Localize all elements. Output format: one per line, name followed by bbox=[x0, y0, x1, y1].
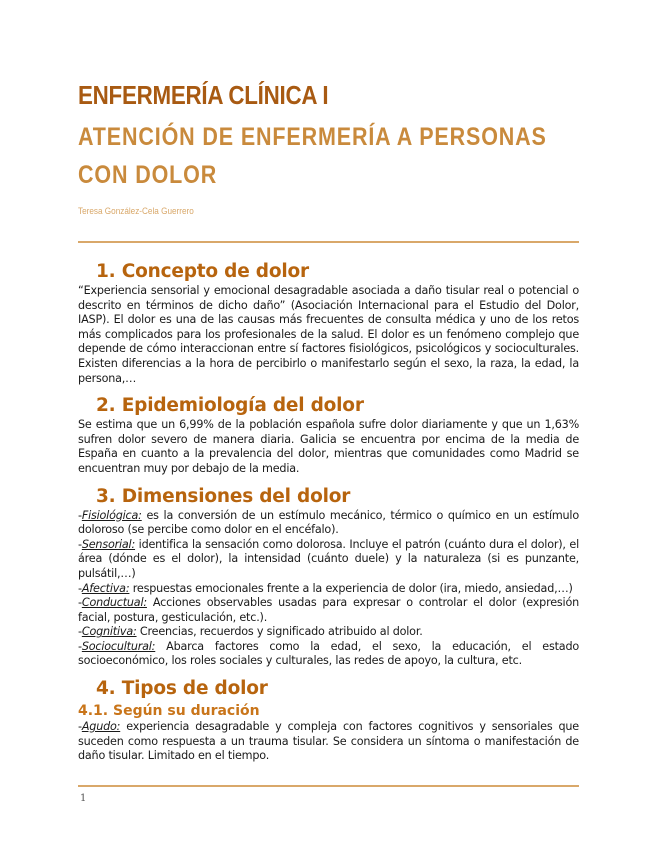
document-subtitle: ATENCIÓN DE ENFERMERÍA A PERSONAS CON DOLOR bbox=[78, 123, 547, 189]
list-item-text: Acciones observables usadas para expresar o controlar el dolor (expresión facial, postura, gesticulación, etc.). bbox=[78, 596, 579, 624]
section-text-epidemiologia: Se estima que un 6,99% de la población española sufre dolor diariamente y que un 1,63% sufren dolor severo de manera diaria. Galicia se encuentra por encima de la media de España en cuanto a la prevalencia del dolor, mientras que comunidades como Madrid se encuentran muy por debajo de la media. bbox=[78, 418, 579, 475]
list-item-text: es la conversión de un estímulo mecánico, térmico o químico en un estímulo doloroso (se percibe como dolor en el encéfalo). bbox=[78, 508, 579, 537]
section-text-concepto: “Experiencia sensorial y emocional desagradable asociada a daño tisular real o potencial o descrito en términos de dicho daño” (Asociación Internacional para el Estudio del Dolor, IASP). El dolor es una de las causas más frecuentes de consulta médica y uno de los retos más complicados para los profesionales de la salud. El dolor es un fenómeno complejo que depende de cómo interaccionan entre sí factores fisiológicos, psicológicos y socioculturales. Existen diferencias a la hora de percibirlo o manifestarlo según el sexo, la raza, la edad, la persona,… bbox=[78, 284, 579, 385]
list-item-term: Sociocultural: bbox=[81, 639, 156, 653]
footer-divider bbox=[78, 785, 579, 787]
list-item: -Afectiva: respuestas emocionales frente a la experiencia de dolor (ira, miedo, ansiedad,…) bbox=[78, 581, 573, 595]
list-item-term: Sensorial: bbox=[81, 537, 136, 551]
section-heading-dimensiones: 3. Dimensiones del dolor bbox=[96, 485, 351, 507]
page-number: 1 bbox=[80, 793, 87, 804]
header-divider bbox=[78, 241, 579, 243]
list-item-text: Creencias, recuerdos y significado atribuido al dolor. bbox=[136, 625, 423, 639]
list-item-text: respuestas emocionales frente a la experiencia de dolor (ira, miedo, ansiedad,…) bbox=[129, 581, 573, 595]
document-title: ENFERMERÍA CLÍNICA I bbox=[78, 80, 329, 110]
list-item: -Cognitiva: Creencias, recuerdos y significado atribuido al dolor. bbox=[78, 625, 423, 639]
subsection-heading-duracion: 4.1. Según su duración bbox=[78, 703, 260, 720]
list-item-term: Conductual: bbox=[81, 596, 147, 610]
list-item: -Fisiológica: es la conversión de un estímulo mecánico, térmico o químico en un estímulo doloroso (se percibe como dolor en el encéfalo). bbox=[78, 508, 579, 537]
list-item: -Sensorial: identifica la sensación como dolorosa. Incluye el patrón (cuánto dura el dolor), el área (dónde es el dolor), la intensidad (cuánto duele) y la naturaleza (si es punzante, pulsátil,…) bbox=[78, 537, 579, 580]
section-heading-concepto: 1. Concepto de dolor bbox=[96, 261, 309, 282]
dimensiones-list bbox=[78, 509, 579, 670]
list-item-text: Abarca factores como la edad, el sexo, la educación, el estado socioeconómico, los roles sociales y culturales, las redes de apoyo, la cultura, etc. bbox=[78, 639, 579, 668]
section-heading-tipos: 4. Tipos de dolor bbox=[96, 678, 268, 700]
list-item-term: Fisiológica: bbox=[81, 508, 142, 522]
section-heading-epidemiologia: 2. Epidemiología del dolor bbox=[96, 395, 364, 417]
list-item: -Sociocultural: Abarca factores como la edad, el sexo, la educación, el estado socioeconómico, los roles sociales y culturales, las redes de apoyo, la cultura, etc. bbox=[78, 639, 579, 668]
list-item-term: Agudo: bbox=[81, 720, 121, 734]
list-item: -Agudo: experiencia desagradable y compleja con factores cognitivos y sensoriales que suceden como respuesta a un trauma tisular. Se considera un síntoma o manifestación de daño tisular. Limitado en el tiempo. bbox=[78, 720, 579, 763]
list-item-term: Cognitiva: bbox=[81, 625, 137, 639]
list-item-term: Afectiva: bbox=[81, 581, 130, 595]
document-body bbox=[78, 256, 579, 764]
author-name: Teresa González-Cela Guerrero bbox=[78, 206, 194, 217]
list-item-text: experiencia desagradable y compleja con factores cognitivos y sensoriales que suceden como respuesta a un trauma tisular. Se considera un síntoma o manifestación de daño tisular. Limitado en el tiempo. bbox=[78, 720, 579, 763]
list-item: -Conductual: Acciones observables usadas para expresar o controlar el dolor (expresión facial, postura, gesticulación, etc.). bbox=[78, 596, 579, 624]
list-item-text: identifica la sensación como dolorosa. Incluye el patrón (cuánto dura el dolor), el área (dónde es el dolor), la intensidad (cuánto duele) y la naturaleza (si es punzante, pulsátil,…) bbox=[78, 537, 579, 580]
